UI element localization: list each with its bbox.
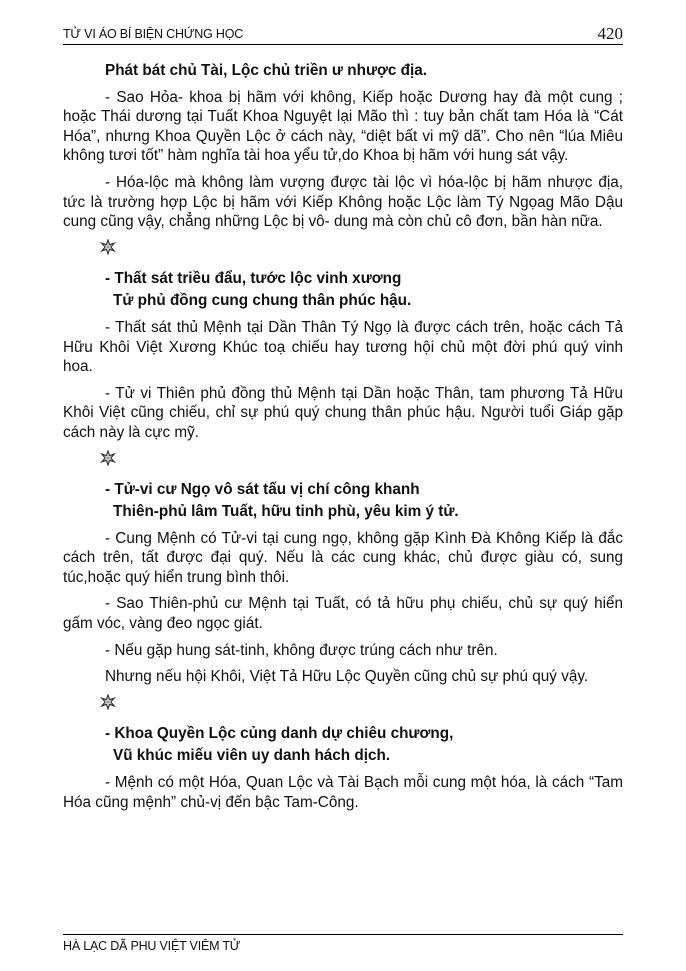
page-content: [63, 61, 623, 819]
page-number: 420: [597, 24, 623, 43]
paragraph: - Sao Thiên-phủ cư Mệnh tại Tuất, có tả hữu phụ chiếu, chủ sự quý hiển gấm vóc, vàng đeo ngọc giát.: [63, 595, 623, 633]
page-footer: [63, 934, 623, 953]
paragraph: - Cung Mệnh có Tử-vi tại cung ngọ, không gặp Kình Đà Không Kiếp là đắc cách trên, tất được đại quý. Nếu là các cung khác, chủ được giàu có, sung túc,hoặc quý hiển trung bình thôi.: [63, 529, 623, 586]
section-heading: - Thất sát triều đẩu, tước lộc vinh xương: [105, 269, 402, 287]
paragraph: - Nếu gặp hung sát-tinh, không được trúng cách như trên.: [105, 641, 498, 659]
paragraph: - Hóa-lộc mà không làm vượng được tài lộc vì hóa-lộc bị hãm nhược địa, tức là trường hợp Lộc bị hãm với Kiếp Không hoặc Lộc làm Tý Ngọag Mão Dậu cung cũng vậy, chẳng những Lộc bị vô- dung mà còn chủ cô đơn, bần hàn nữa.: [63, 173, 623, 231]
page-header: [63, 24, 623, 45]
paragraph: Nhưng nếu hội Khôi, Việt Tả Hữu Lộc Quyền cũng chủ sự phú quý vậy.: [105, 668, 589, 686]
section-heading: - Khoa Quyền Lộc củng danh dự chiêu chương,: [105, 724, 454, 742]
paragraph: - Tử vi Thiên phủ đồng thủ Mệnh tại Dần hoặc Thân, tam phương Tả Hữu Khôi Việt cũng chiếu, chỉ sự phú quý chung thân phúc hậu. Người tuổi Giáp gặp cách này là cực mỹ.: [63, 384, 623, 441]
author-name: HÀ LẠC DÃ PHU VIỆT VIÊM TỬ: [63, 939, 241, 953]
paragraph: - Mệnh có một Hóa, Quan Lộc và Tài Bạch mỗi cung một hóa, là cách “Tam Hóa cũng mệnh” chủ-vị đến bậc Tam-Công.: [63, 774, 623, 811]
section-subheading: Thiên-phủ lâm Tuất, hữu tinh phù, yêu kim ý tử.: [113, 503, 459, 521]
separator-star-icon: [63, 239, 623, 265]
section-subheading: Tử phủ đồng cung chung thân phúc hậu.: [113, 292, 412, 310]
section-subheading: Vũ khúc miếu viên uy danh hách dịch.: [113, 747, 391, 765]
section-heading: Phát bát chủ Tài, Lộc chủ triền ư nhược địa.: [105, 62, 428, 79]
book-title: TỬ VI ÁO BÍ BIỆN CHỨNG HỌC: [63, 27, 244, 41]
paragraph: - Thất sát thủ Mệnh tại Dần Thân Tý Ngọ là được cách trên, hoặc cách Tả Hữu Khôi Việt Xương Khúc toạ chiếu hay tương hội chủ một đời phú quý vinh hoa.: [63, 318, 623, 376]
separator-star-icon: [63, 450, 623, 476]
section-heading: - Tử-vi cư Ngọ vô sát tấu vị chí công khanh: [105, 480, 420, 498]
separator-star-icon: [63, 694, 623, 720]
paragraph: - Sao Hỏa- khoa bị hãm với không, Kiếp hoặc Dương hay đà một cung ; hoặc Thái dương tại Tuất Khoa Nguyệt lại Mão thì : tuy bản chất tam Hóa là “Cát Hóa”, nhưng Khoa Quyền Lộc ở cách này, “diệt bất vi mỹ dã”. Cho nên “lúa Miêu không tươi tốt” hàm nghĩa tài hoa yểu tử,do Khoa bị hãm với hung sát vậy.: [63, 88, 623, 165]
